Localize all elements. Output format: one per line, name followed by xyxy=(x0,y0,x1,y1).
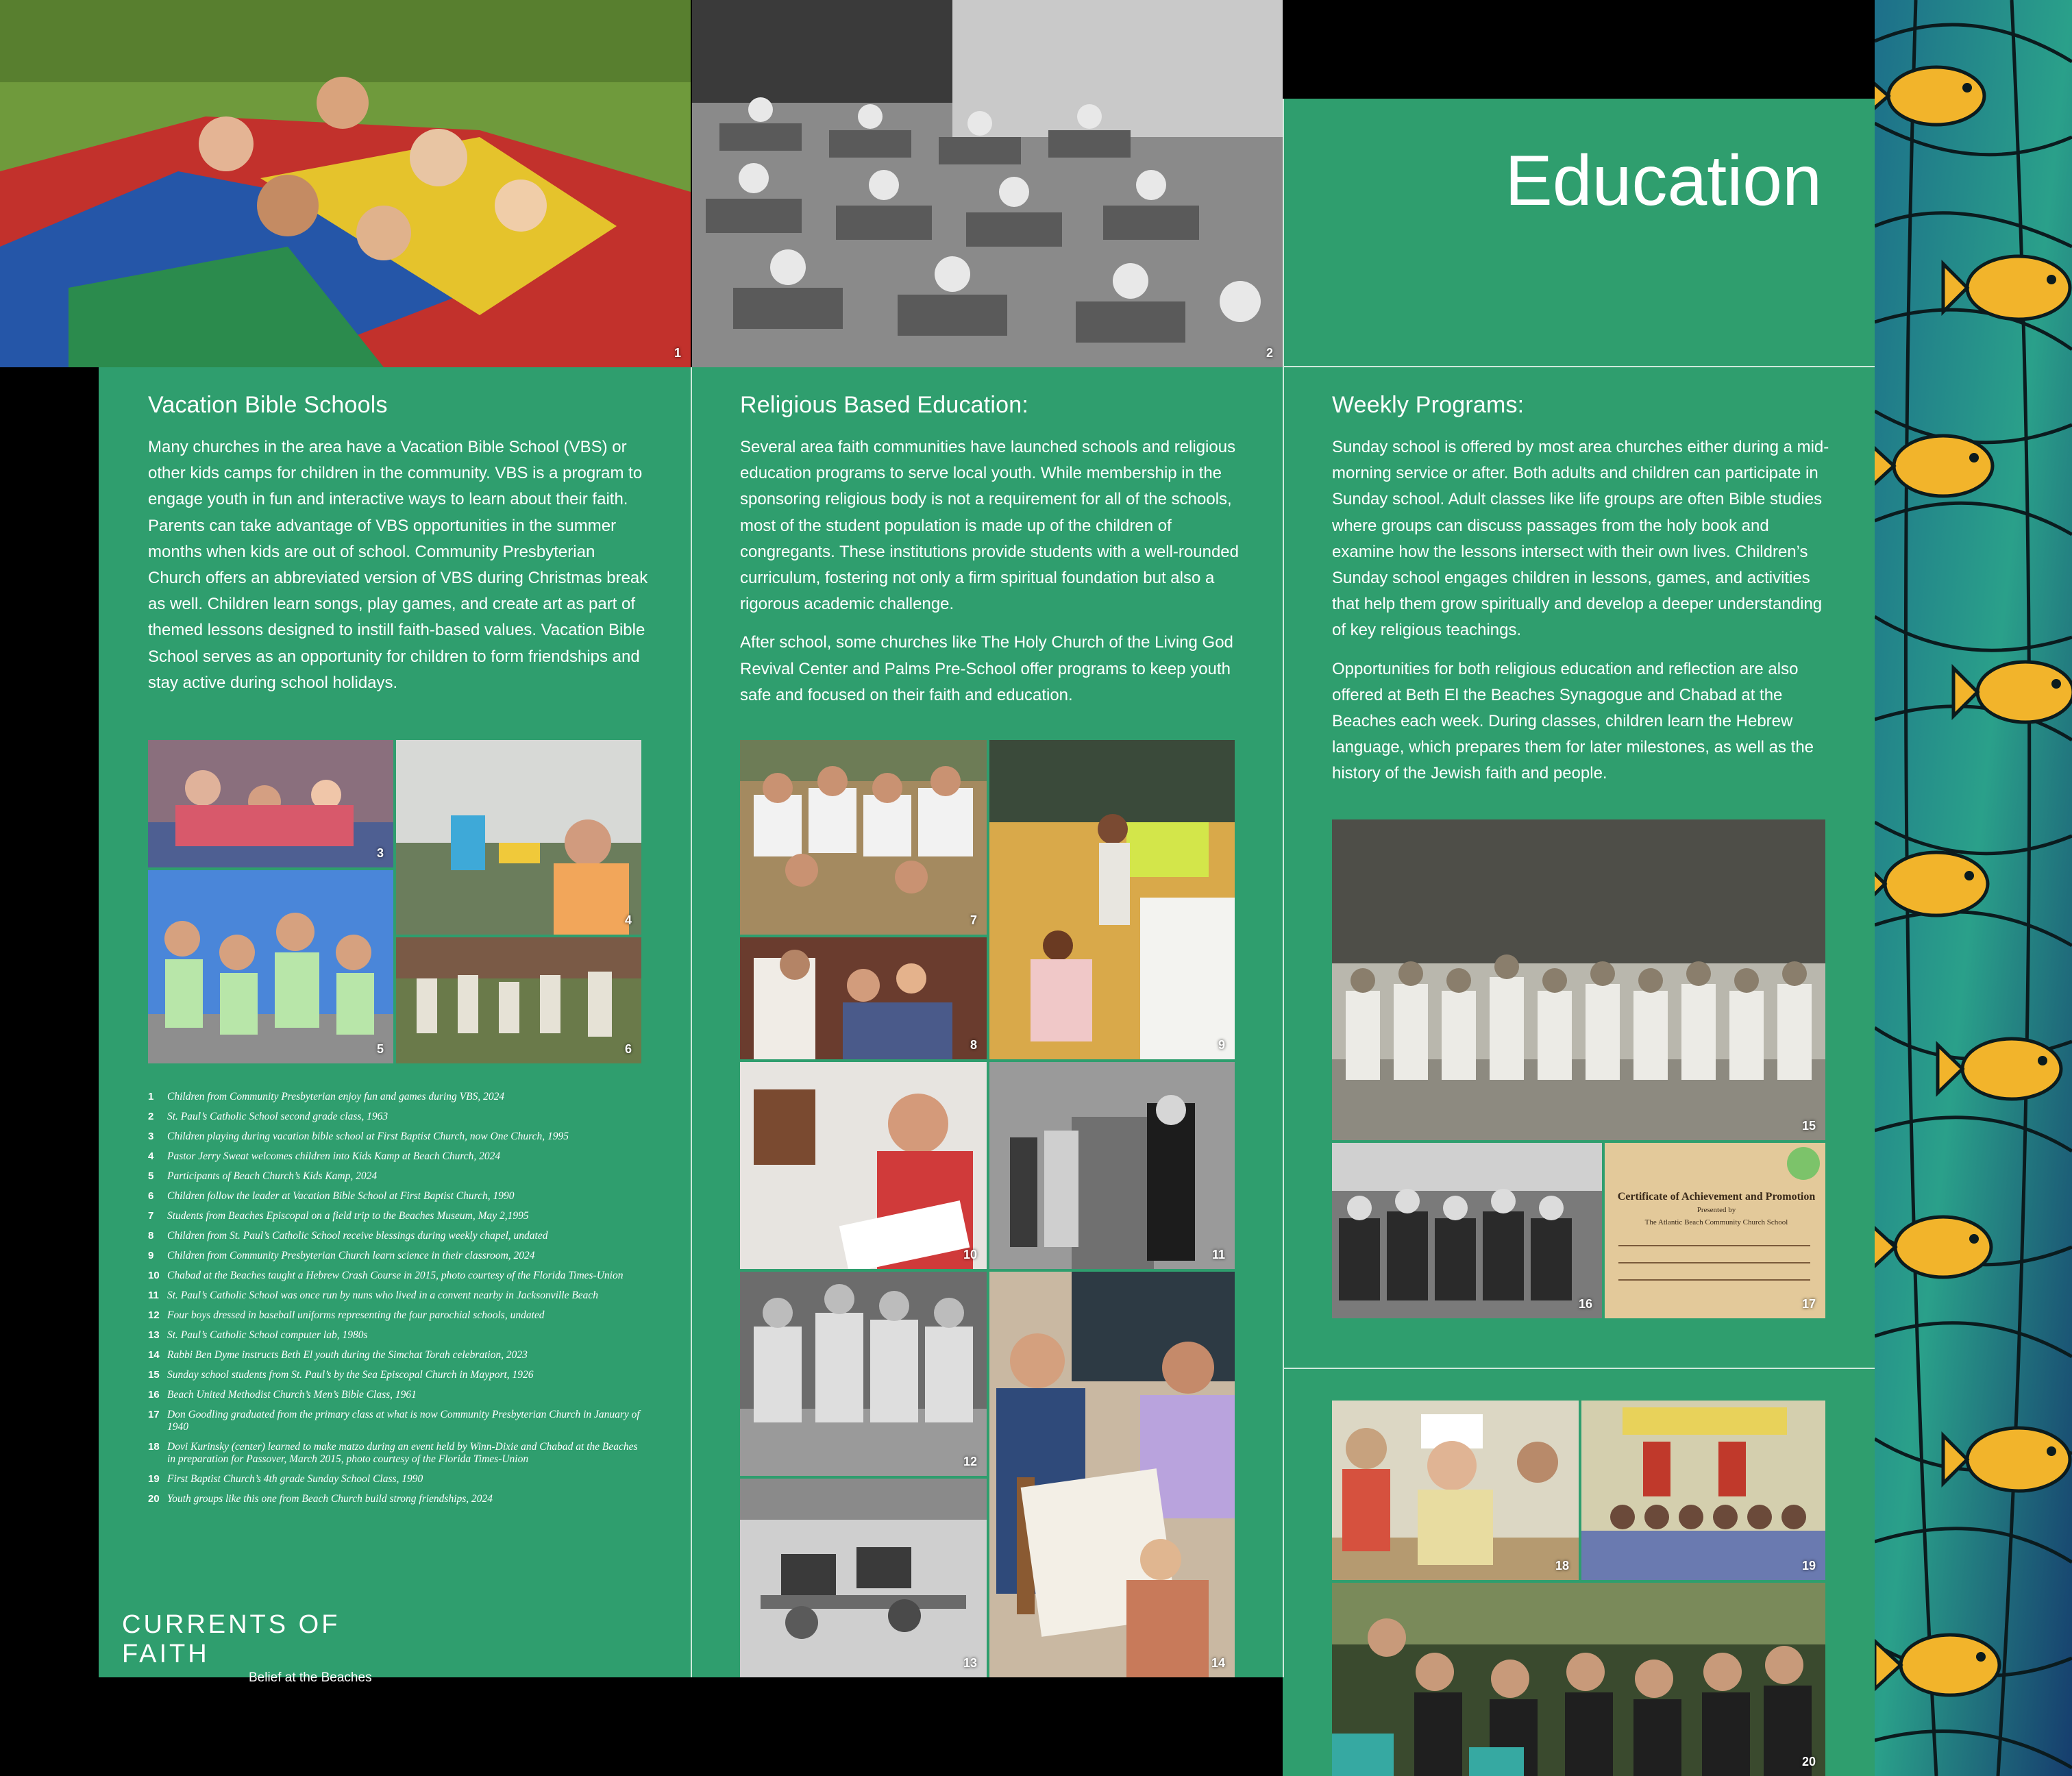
photo-number: 12 xyxy=(963,1455,977,1468)
caption-text: Children playing during vacation bible school at First Baptist Church, now One Church, 1995 xyxy=(167,1131,569,1142)
photo-14-image xyxy=(989,1272,1235,1677)
photo-number: 9 xyxy=(1218,1038,1225,1052)
vbs-paragraph: Many churches in the area have a Vacation Bible School (VBS) or other kids camps for children in the community. VBS is a program to engage youth in fun and interactive ways to learn about their faith. Parents can take advantage of VBS opportunities in the summer months when kids are out of school. Community Presbyterian Church offers an abbreviated version of VBS during Christmas break as well. Children learn songs, play games, and create art as part of themed lessons designed to instill faith-based values. Vacation Bible School serves as an opportunity for children to form friendships and stay active during school holidays. xyxy=(148,438,648,692)
weekly-divider xyxy=(1283,1368,1875,1369)
certificate-paper xyxy=(1605,1143,1825,1318)
vbs-heading: Vacation Bible Schools xyxy=(148,392,388,418)
logo-tagline: Belief at the Beaches xyxy=(249,1670,372,1685)
photo-number: 2 xyxy=(1266,346,1273,360)
caption-number: 14 xyxy=(148,1349,160,1361)
certificate-school: The Atlantic Beach Community Church School xyxy=(1644,1218,1788,1226)
photo-13-image xyxy=(740,1479,987,1677)
certificate-title: Certificate of Achievement and Promotion xyxy=(1617,1191,1816,1202)
photo-number: 8 xyxy=(970,1038,977,1052)
caption-text: Youth groups like this one from Beach Church build strong friendships, 2024 xyxy=(167,1493,493,1505)
photo-sunday-school-1926 xyxy=(1332,819,1825,1140)
photo-youth-group xyxy=(1332,1583,1825,1776)
photo-20-image xyxy=(1332,1583,1825,1776)
caption-item xyxy=(148,1309,641,1322)
photo-18-image xyxy=(1332,1401,1579,1580)
weekly-paragraph-2: Opportunities for both religious education and reflection are also offered at Beth El the Beaches Synagogue and Chabad at the Beaches each week. During classes, children learn the Hebrew language, which prepares them for later milestones, as well as the history of the Jewish faith and people. xyxy=(1332,659,1814,783)
caption-number: 19 xyxy=(148,1473,160,1485)
photo-number: 19 xyxy=(1801,1559,1816,1572)
photo-certificate-1940 xyxy=(1605,1143,1825,1318)
photo-number: 4 xyxy=(624,913,632,927)
photo-number: 11 xyxy=(1211,1248,1225,1261)
caption-item xyxy=(148,1473,641,1485)
caption-number: 16 xyxy=(148,1389,160,1401)
photo-science-classroom xyxy=(989,740,1235,1059)
caption-text: Don Goodling graduated from the primary class at what is now Community Presbyterian Church in January of 1940 xyxy=(167,1409,640,1433)
caption-text: Children from Community Presbyterian enjoy fun and games during VBS, 2024 xyxy=(167,1091,505,1102)
photo-8-image xyxy=(740,937,987,1059)
photo-hebrew-crash-course xyxy=(740,1062,987,1269)
photo-matzo-event xyxy=(1332,1401,1579,1580)
photo-kids-kamp-pastor xyxy=(396,740,641,935)
caption-text: St. Paul’s Catholic School was once run by nuns who lived in a convent nearby in Jacksonville Beach xyxy=(167,1290,599,1301)
caption-item xyxy=(148,1230,641,1242)
caption-item xyxy=(148,1409,641,1433)
caption-text: Sunday school students from St. Paul’s by the Sea Episcopal Church in Mayport, 1926 xyxy=(167,1369,534,1381)
photo-nuns-convent xyxy=(989,1062,1235,1269)
photo-15-image xyxy=(1332,819,1825,1140)
photo-number: 13 xyxy=(963,1656,977,1670)
photo-11-image xyxy=(989,1062,1235,1269)
title-divider xyxy=(1283,366,1875,367)
caption-number: 7 xyxy=(148,1210,154,1222)
photo-4th-grade-1990 xyxy=(1581,1401,1825,1580)
caption-item xyxy=(148,1270,641,1282)
caption-item xyxy=(148,1369,641,1381)
caption-number: 13 xyxy=(148,1329,160,1341)
caption-item xyxy=(148,1290,641,1302)
certificate-presented: Presented by xyxy=(1697,1206,1736,1214)
caption-text: Rabbi Ben Dyme instructs Beth El youth during the Simchat Torah celebration, 2023 xyxy=(167,1349,528,1361)
photo-1963-classroom xyxy=(692,0,1283,367)
photo-19-image xyxy=(1581,1401,1825,1580)
caption-number: 12 xyxy=(148,1309,160,1321)
caption-item xyxy=(148,1441,641,1466)
photo-9-image xyxy=(989,740,1235,1059)
photo-4-image xyxy=(396,740,641,935)
caption-number: 4 xyxy=(148,1150,154,1162)
caption-text: Four boys dressed in baseball uniforms representing the four parochial schools, undated xyxy=(167,1309,545,1321)
caption-text: Children from St. Paul’s Catholic School receive blessings during weekly chapel, undated xyxy=(167,1230,548,1242)
photo-number: 17 xyxy=(1801,1297,1816,1311)
caption-number: 1 xyxy=(148,1091,154,1102)
photo-chapel-blessings xyxy=(740,937,987,1059)
caption-item xyxy=(148,1250,641,1262)
caption-number: 11 xyxy=(148,1290,159,1301)
religious-paragraph-2: After school, some churches like The Holy Church of the Living God Revival Center and Palms Pre-School offer programs to keep youth safe and focused on their faith and education. xyxy=(740,633,1233,704)
vbs-body xyxy=(148,434,648,708)
photo-computer-lab xyxy=(740,1479,987,1677)
column-divider-2 xyxy=(1283,99,1284,1677)
page-title: Education xyxy=(1505,141,1822,221)
caption-number: 17 xyxy=(148,1409,160,1420)
photo-10-image xyxy=(740,1062,987,1269)
photo-number: 20 xyxy=(1801,1755,1816,1768)
caption-item xyxy=(148,1329,641,1342)
photo-1963-classroom-image xyxy=(692,0,1283,367)
caption-text: Pastor Jerry Sweat welcomes children into Kids Kamp at Beach Church, 2024 xyxy=(167,1150,501,1162)
photo-number: 14 xyxy=(1211,1656,1225,1670)
religious-heading: Religious Based Education: xyxy=(740,392,1029,418)
caption-number: 3 xyxy=(148,1131,154,1142)
photo-number: 5 xyxy=(376,1042,384,1056)
caption-number: 9 xyxy=(148,1250,154,1261)
photo-12-image xyxy=(740,1272,987,1476)
caption-item xyxy=(148,1091,641,1103)
fish-pattern-image xyxy=(1875,0,2072,1776)
photo-vbs-1995 xyxy=(148,740,393,867)
photo-follow-leader-1990 xyxy=(396,937,641,1063)
caption-item xyxy=(148,1210,641,1222)
caption-item xyxy=(148,1170,641,1183)
caption-number: 5 xyxy=(148,1170,154,1182)
photo-number: 3 xyxy=(376,846,384,860)
caption-text: Beach United Methodist Church’s Men’s Bible Class, 1961 xyxy=(167,1389,417,1401)
weekly-paragraph-1: Sunday school is offered by most area churches either during a mid-morning service or after. Both adults and children can participate in Sunday school. Adult classes like life groups are often Bible studies where groups can discuss passages from the holy book and examine how the lessons intersect with their own lives. Children’s Sunday school engages children in lessons, games, and activities that help them grow spiritually and develop a deeper understanding of key religious teachings. xyxy=(1332,438,1829,640)
caption-number: 2 xyxy=(148,1111,154,1122)
photo-3-image xyxy=(148,740,393,867)
religious-body xyxy=(740,434,1240,721)
currents-of-faith-logo xyxy=(122,1610,410,1686)
caption-number: 15 xyxy=(148,1369,160,1381)
column-divider-1 xyxy=(691,367,692,1677)
photo-kids-kamp-participants xyxy=(148,870,393,1063)
photo-number: 6 xyxy=(624,1042,632,1056)
caption-number: 8 xyxy=(148,1230,154,1242)
caption-item xyxy=(148,1111,641,1123)
photo-mens-bible-class xyxy=(1332,1143,1602,1318)
photo-number: 16 xyxy=(1578,1297,1592,1311)
caption-item xyxy=(148,1493,641,1505)
caption-number: 20 xyxy=(148,1493,160,1505)
caption-item xyxy=(148,1349,641,1361)
religious-paragraph-1: Several area faith communities have launched schools and religious education programs to serve local youth. While membership in the sponsoring religious body is not a requirement for all of the schools, most of the student population is made up of the children of congregants. These institutions provide students with a well-rounded curriculum, fostering not only a firm spiritual foundation but also a rigorous academic challenge. xyxy=(740,438,1239,614)
caption-text: Chabad at the Beaches taught a Hebrew Crash Course in 2015, photo courtesy of the Florida Times-Union xyxy=(167,1270,624,1281)
photo-6-image xyxy=(396,937,641,1063)
photo-number: 7 xyxy=(970,913,977,927)
photo-field-trip-1995 xyxy=(740,740,987,935)
caption-item xyxy=(148,1131,641,1143)
photo-5-image xyxy=(148,870,393,1063)
caption-number: 18 xyxy=(148,1441,160,1453)
photo-captions xyxy=(148,1091,641,1513)
photo-16-image xyxy=(1332,1143,1602,1318)
caption-text: Dovi Kurinsky (center) learned to make matzo during an event held by Winn-Dixie and Chabad at the Beaches in preparation for Passover, March 2015, photo courtesy of the Florida Times-Union xyxy=(167,1441,638,1465)
photo-number: 15 xyxy=(1801,1119,1816,1133)
caption-text: St. Paul’s Catholic School computer lab, 1980s xyxy=(167,1329,368,1341)
photo-7-image xyxy=(740,740,987,935)
caption-number: 10 xyxy=(148,1270,160,1281)
caption-text: Children from Community Presbyterian Church learn science in their classroom, 2024 xyxy=(167,1250,535,1261)
caption-text: Students from Beaches Episcopal on a field trip to the Beaches Museum, May 2,1995 xyxy=(167,1210,529,1222)
caption-text: St. Paul’s Catholic School second grade class, 1963 xyxy=(167,1111,388,1122)
caption-number: 6 xyxy=(148,1190,154,1202)
weekly-body xyxy=(1332,434,1832,800)
caption-item xyxy=(148,1150,641,1163)
logo-wordmark: CURRENTS OF FAITH xyxy=(122,1610,341,1668)
photo-number: 10 xyxy=(963,1248,977,1261)
photo-number: 1 xyxy=(674,346,681,360)
caption-text: Participants of Beach Church’s Kids Kamp, 2024 xyxy=(167,1170,378,1182)
caption-item xyxy=(148,1389,641,1401)
weekly-heading: Weekly Programs: xyxy=(1332,392,1525,418)
caption-text: First Baptist Church’s 4th grade Sunday School Class, 1990 xyxy=(167,1473,423,1485)
photo-vbs-parachute-image xyxy=(0,0,691,367)
photo-number: 18 xyxy=(1555,1559,1569,1572)
photo-baseball-boys xyxy=(740,1272,987,1476)
caption-item xyxy=(148,1190,641,1202)
photo-vbs-parachute xyxy=(0,0,691,367)
stained-glass-fish-border xyxy=(1875,0,2072,1776)
caption-text: Children follow the leader at Vacation Bible School at First Baptist Church, 1990 xyxy=(167,1190,515,1202)
photo-simchat-torah xyxy=(989,1272,1235,1677)
